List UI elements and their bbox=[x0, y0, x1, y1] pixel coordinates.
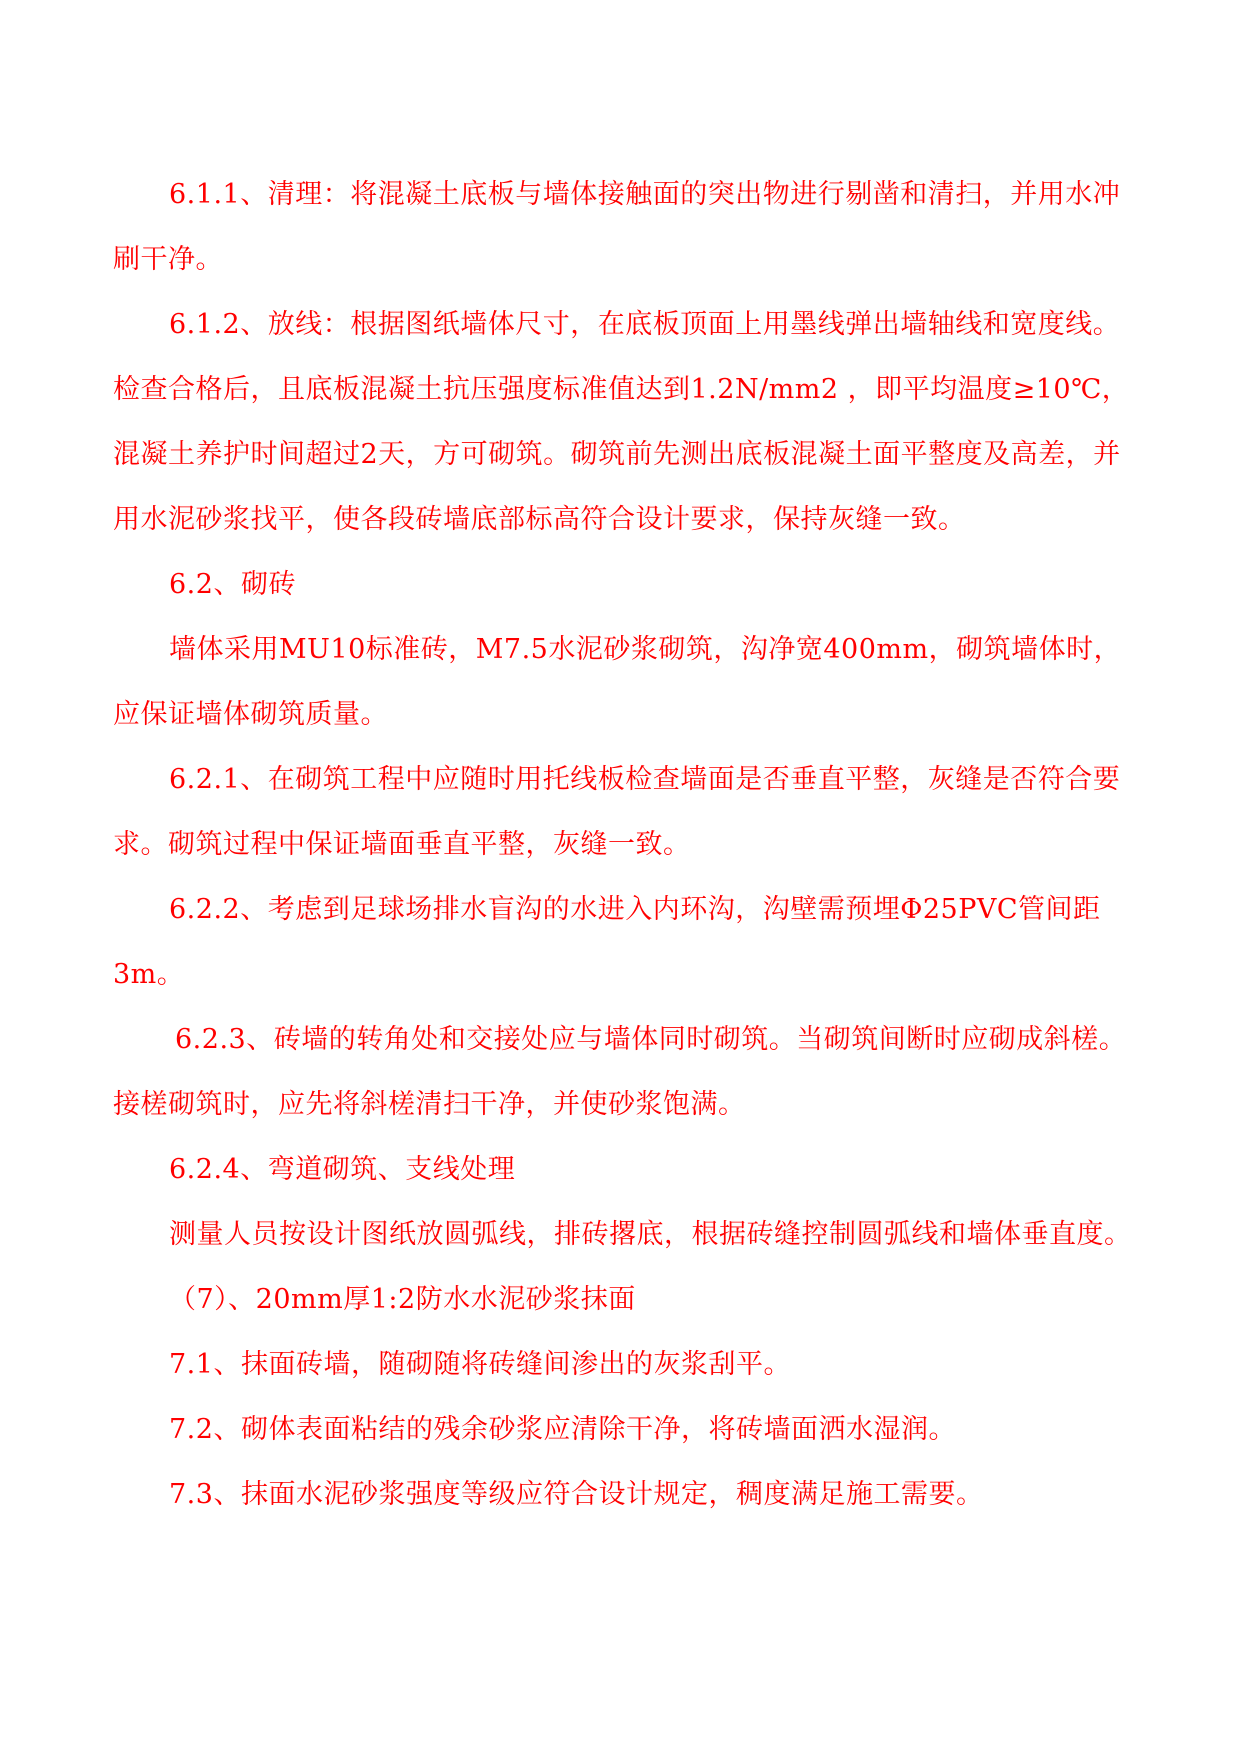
heading-section-7: （7）、20mm厚1:2防水水泥砂浆抹面 bbox=[169, 1284, 636, 1315]
paragraph-7-2: 7.2、砌体表面粘结的残余砂浆应清除干净，将砖墙面洒水湿润。 bbox=[169, 1414, 956, 1445]
paragraph-survey: 测量人员按设计图纸放圆弧线，排砖撂底，根据砖缝控制圆弧线和墙体垂直度。 bbox=[169, 1219, 1132, 1250]
paragraph-6-2-1: 6.2.1、在砌筑工程中应随时用托线板检查墙面是否垂直平整，灰缝是否符合要求。砌筑过程中保证墙面垂直平整，灰缝一致。 bbox=[113, 764, 1121, 860]
paragraph-wall-material: 墙体采用MU10标准砖，M7.5水泥砂浆砌筑，沟净宽400mm，砌筑墙体时，应保证墙体砌筑质量。 bbox=[113, 634, 1122, 730]
paragraph-6-1-2: 6.1.2、放线：根据图纸墙体尺寸，在底板顶面上用墨线弹出墙轴线和宽度线。检查合格后，且底板混凝土抗压强度标准值达到1.2N/mm2 ，即平均温度≥10℃，混凝土养护时间超过2天，方可砌筑。砌筑前先测出底板混凝土面平整度及高差，并用水泥砂浆找平，使各段砖墙底部标高符合设计要求，保持灰缝一致。 bbox=[113, 309, 1130, 535]
paragraph-6-2-3: 6.2.3、砖墙的转角处和交接处应与墙体同时砌筑。当砌筑间断时应砌成斜槎。接槎砌筑时，应先将斜槎清扫干净，并使砂浆饱满。 bbox=[113, 1024, 1127, 1120]
paragraph-7-1: 7.1、抹面砖墙，随砌随将砖缝间渗出的灰浆刮平。 bbox=[169, 1349, 791, 1380]
heading-6-2-4: 6.2.4、弯道砌筑、支线处理 bbox=[169, 1154, 516, 1185]
document-body bbox=[113, 162, 1133, 1527]
heading-6-2: 6.2、砌砖 bbox=[169, 569, 296, 600]
paragraph-6-2-2: 6.2.2、考虑到足球场排水盲沟的水进入内环沟，沟壁需预埋Φ25PVC管间距3m。 bbox=[113, 894, 1101, 990]
paragraph-6-1-1: 6.1.1、清理：将混凝土底板与墙体接触面的突出物进行剔凿和清扫，并用水冲刷干净。 bbox=[113, 179, 1121, 275]
paragraph-7-3: 7.3、抹面水泥砂浆强度等级应符合设计规定，稠度满足施工需要。 bbox=[169, 1479, 984, 1510]
